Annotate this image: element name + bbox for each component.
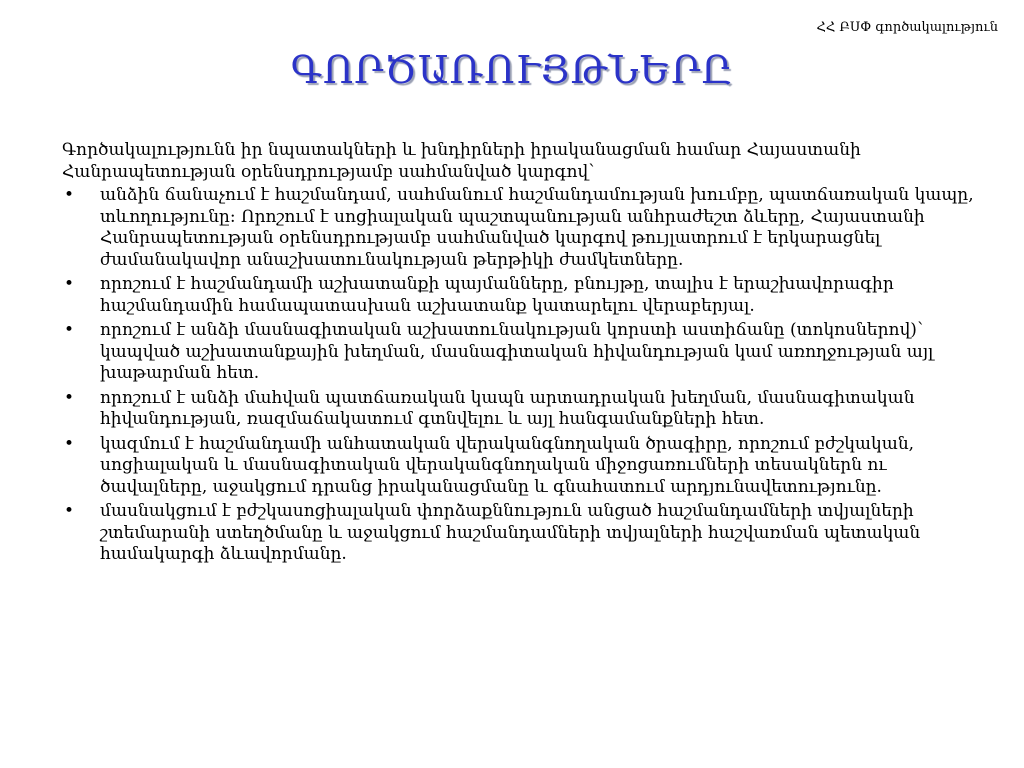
- bullet-icon: •: [63, 387, 75, 408]
- bullet-icon: •: [63, 433, 75, 454]
- list-item-text: անձին ճանաչում է հաշմանդամ, սահմանում հաշմանդամության խումբը, պատճառական կապը, տևողությունը: Որոշում է սոցիալական պաշտպանության անհրաժեշտ ձևերը, Հայաստանի Հանրապետության օրենսդրությամբ սահմանված կարգով թույլատրում է երկարացնել ժամանակավոր անաշխատունակության թերթիկի ժամկետները.: [100, 185, 974, 270]
- bullet-icon: •: [63, 501, 75, 521]
- list-item: [62, 434, 982, 499]
- list-item: [62, 185, 982, 271]
- list-item: [62, 501, 982, 566]
- list-item-text: որոշում է անձի մասնագիտական աշխատունակության կորստի աստիճանը (տոկոսներով)՝ կապված աշխատանքային խեղման, մասնագիտական հիվանդության կամ առողջության այլ խաթարման հետ.: [100, 320, 934, 383]
- list-item: [62, 388, 982, 431]
- header-caption: ՀՀ ԲՍՓ գործակալություն: [816, 20, 998, 35]
- slide-title: ԳՈՐԾԱՌՈՒՅԹՆԵՐԸ: [290, 48, 734, 92]
- bullet-icon: •: [63, 274, 75, 294]
- slide-content: [62, 140, 982, 569]
- bullet-list: [62, 185, 982, 566]
- list-item-text: որոշում է անձի մահվան պատճառական կապն արտադրական խեղման, մասնագիտական հիվանդության, ռազմաճակատում գտնվելու և այլ հանգամանքների հետ.: [100, 387, 915, 429]
- list-item-text: կազմում է հաշմանդամի անհատական վերականգնողական ծրագիրը, որոշում բժշկական, սոցիալական և մասնագիտական վերականգնողական միջոցառումների տեսակներն ու ծավալները, աջակցում դրանց իրականացմանը և գնահատում արդյունավետությունը.: [100, 433, 915, 497]
- bullet-icon: •: [63, 185, 75, 205]
- list-item-text: որոշում է հաշմանդամի աշխատանքի պայմանները, բնույթը, տալիս է երաշխավորագիր հաշմանդամին համապատասխան աշխատանք կատարելու վերաբերյալ.: [100, 274, 894, 316]
- list-item-text: մասնակցում է բժշկասոցիալական փորձաքննություն անցած հաշմանդամների տվյալների շտեմարանի ստեղծմանը և աջակցում հաշմանդամների տվյալների հաշվառման պետական համակարգի ձևավորմանը.: [100, 501, 921, 564]
- intro-paragraph: Գործակալությունն իր նպատակների և խնդիրների իրականացման համար Հայաստանի Հանրապետության օրենսդրությամբ սահմանված կարգով՝: [62, 140, 861, 182]
- list-item: [62, 320, 982, 385]
- list-item: [62, 274, 982, 317]
- bullet-icon: •: [63, 320, 75, 340]
